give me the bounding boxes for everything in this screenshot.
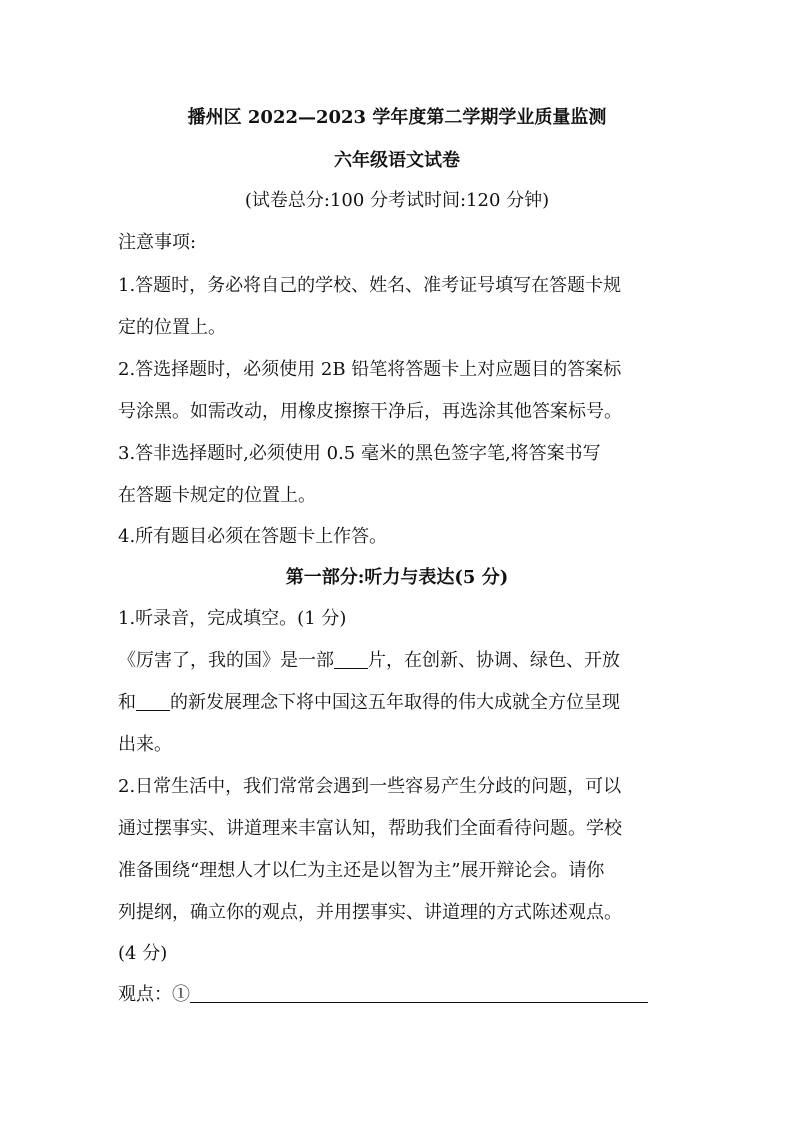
q2-line5: (4 分) [118, 943, 168, 964]
q1-line2-text-b: 的新发展理念下将中国这五年取得的伟大成就全方位呈现 [170, 692, 620, 713]
q1-line3: 出来。 [118, 734, 172, 755]
notice-item-4: 4.所有题目必须在答题卡上作答。 [118, 526, 388, 547]
q1-line2 [118, 691, 678, 715]
q2-line1: 2.日常生活中，我们常常会遇到一些容易产生分歧的问题，可以 [118, 776, 622, 797]
notice-item-3-line1: 3.答非选择题时,必须使用 0.5 毫米的黑色签字笔,将答案书写 [118, 443, 601, 464]
notice-item-2-line2: 号涂黑。如需改动，用橡皮擦擦干净后，再选涂其他答案标号。 [118, 401, 622, 422]
notice-item-3-line2: 在答题卡规定的位置上。 [118, 485, 316, 506]
q2-answer-label: 观点：① [118, 984, 190, 1005]
q1-blank-2[interactable] [136, 692, 170, 711]
exam-title: 播州区 2022—2023 学年度第二学期学业质量监测 [187, 107, 607, 128]
notice-item-1-line2: 定的位置上。 [118, 317, 226, 338]
q1-line1 [118, 649, 678, 673]
q1-line1-text-a: 《厉害了，我的国》是一部 [118, 650, 334, 671]
q2-line2: 通过摆事实、讲道理来丰富认知，帮助我们全面看待问题。学校 [118, 818, 622, 839]
exam-meta: (试卷总分:100 分考试时间:120 分钟) [244, 190, 550, 211]
notice-item-2-line1: 2.答选择题时，必须使用 2B 铅笔将答题卡上对应题目的答案标 [118, 359, 622, 380]
q2-line3: 准备围绕“理想人才以仁为主还是以智为主”展开辩论会。请你 [118, 860, 605, 881]
q2-line4: 列提纲，确立你的观点，并用摆事实、讲道理的方式陈述观点。 [118, 902, 622, 923]
part1-heading: 第一部分:听力与表达(5 分) [285, 567, 509, 588]
q2-answer-blank[interactable] [190, 984, 648, 1003]
q2-answer-row [118, 983, 678, 1007]
q1-prompt: 1.听录音，完成填空。(1 分) [118, 608, 347, 629]
q1-line1-text-b: 片，在创新、协调、绿色、开放 [368, 650, 620, 671]
q1-line2-text-a: 和 [118, 692, 136, 713]
q1-blank-1[interactable] [334, 650, 368, 669]
notice-heading: 注意事项: [118, 232, 197, 253]
notice-item-1-line1: 1.答题时，务必将自己的学校、姓名、准考证号填写在答题卡规 [118, 275, 622, 296]
exam-subtitle: 六年级语文试卷 [334, 150, 460, 171]
